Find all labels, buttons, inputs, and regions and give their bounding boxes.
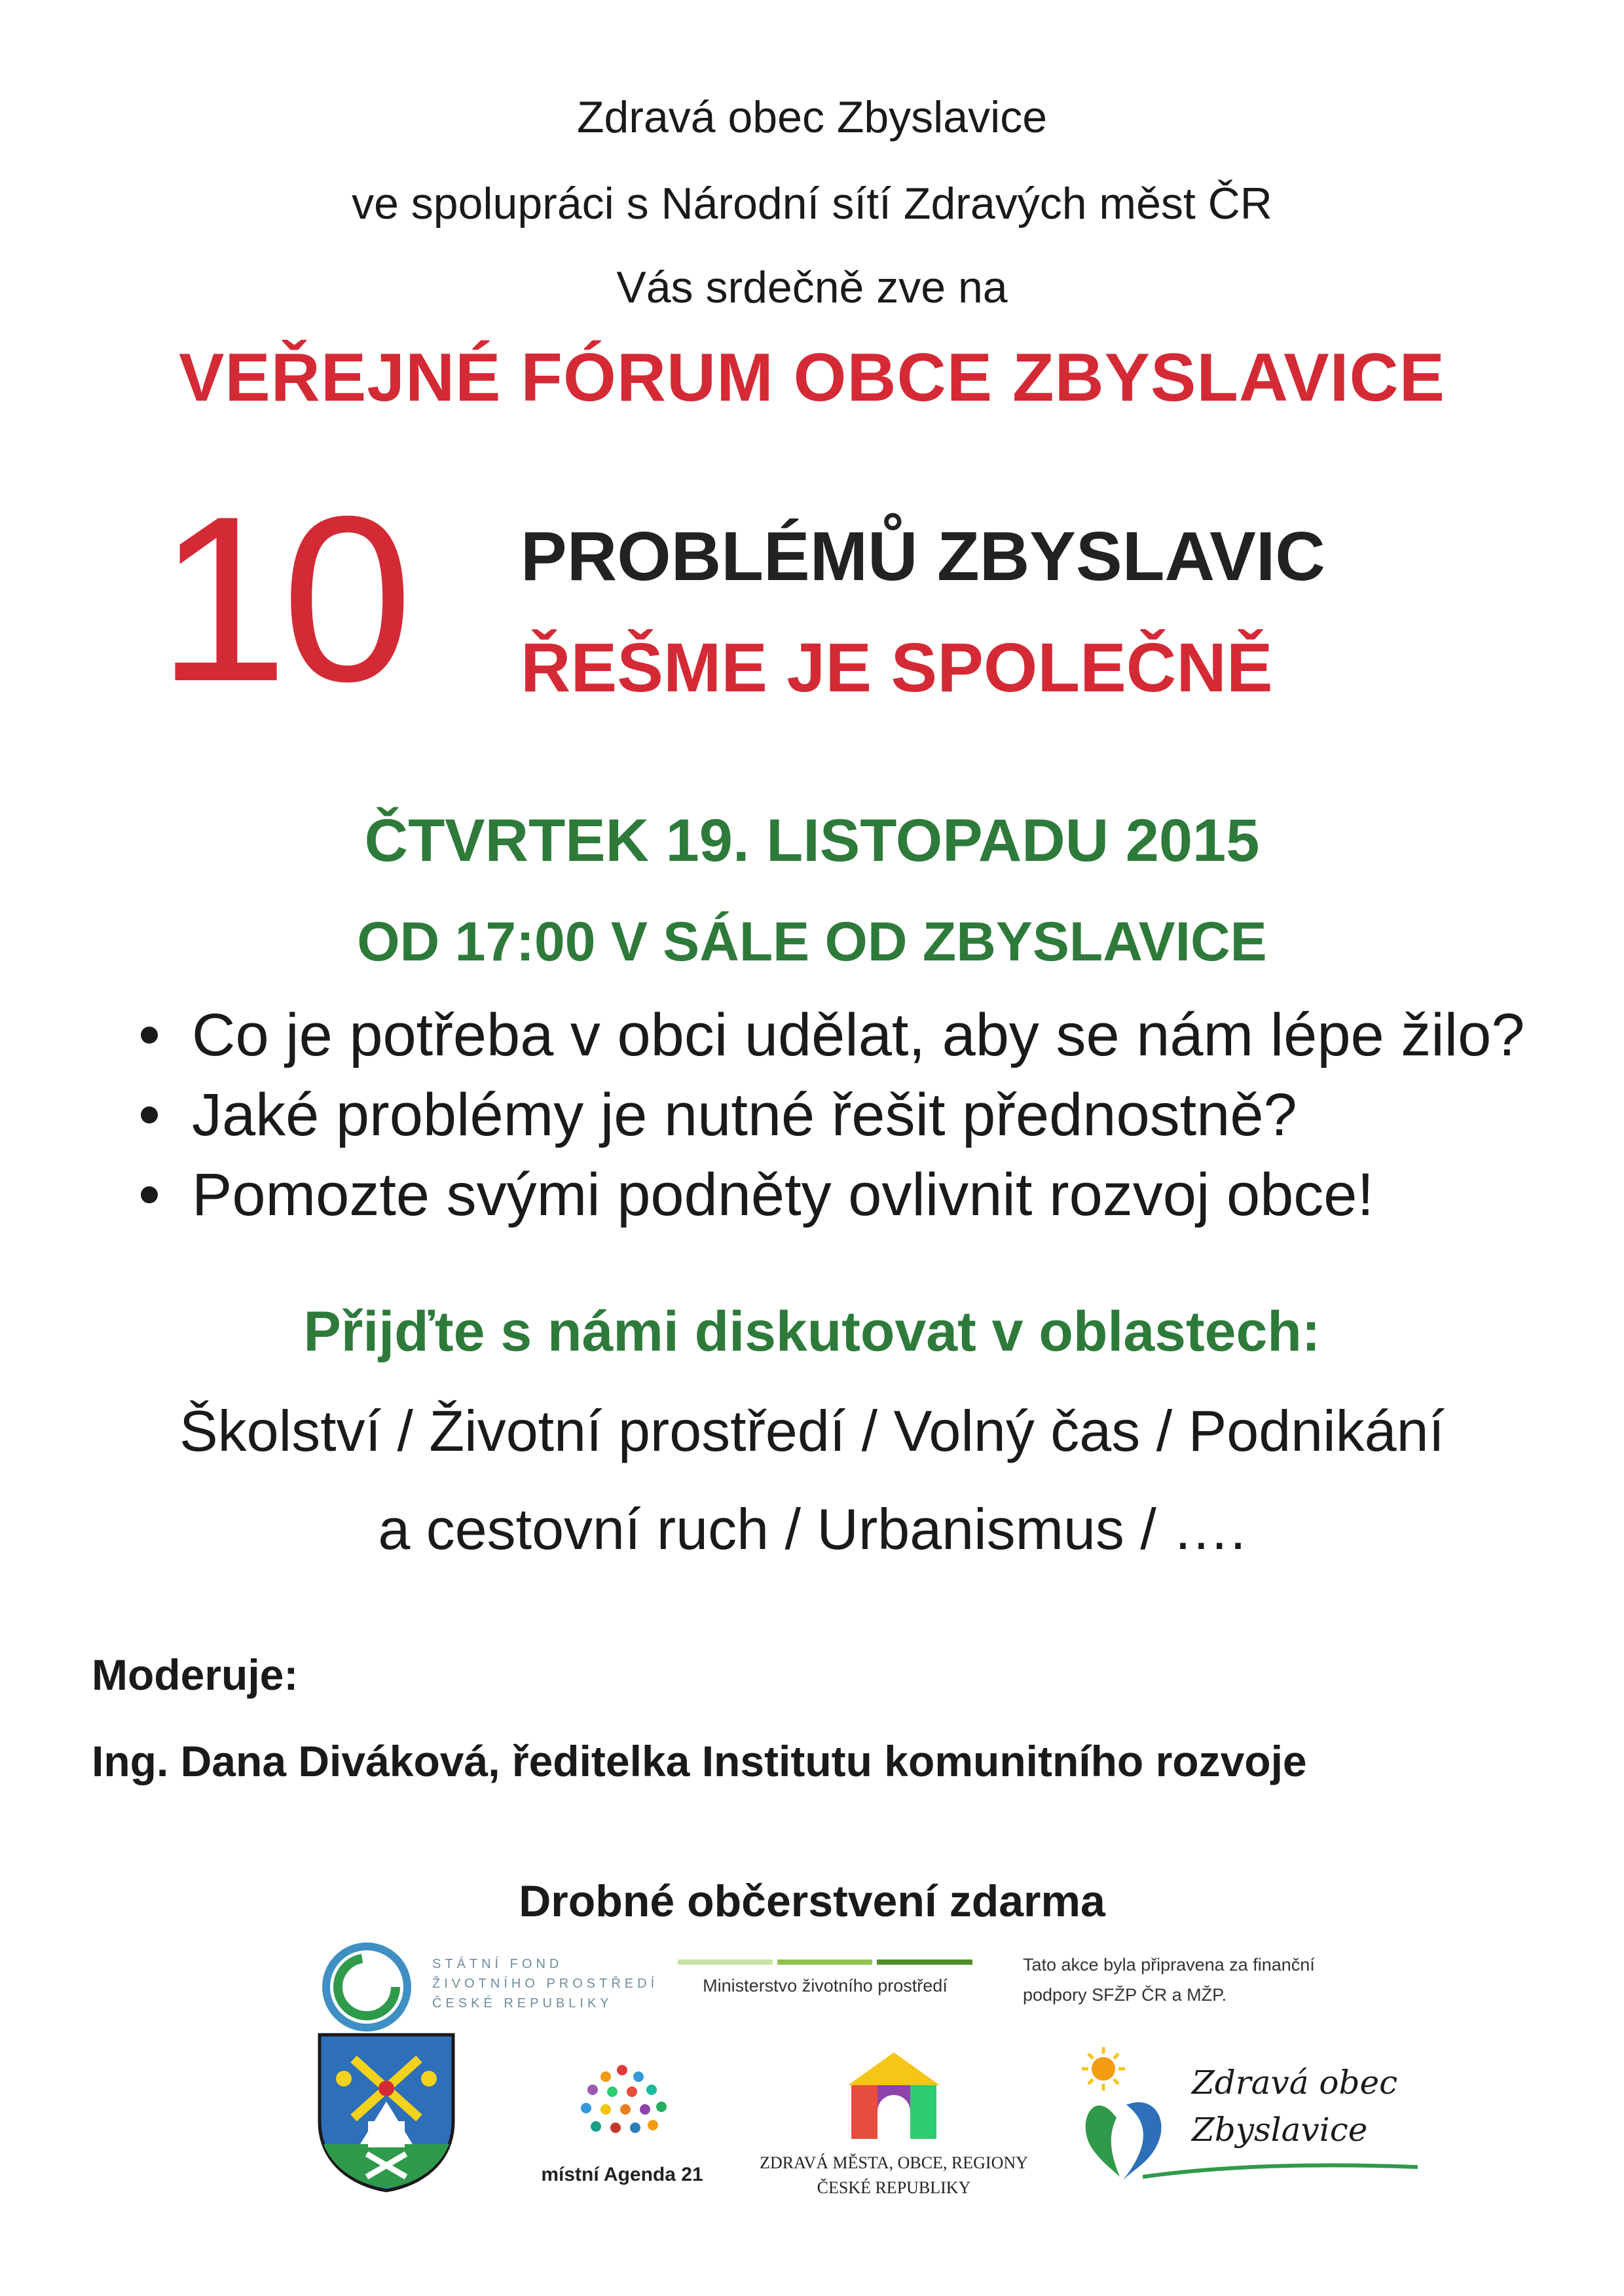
areas-line-1: Školství / Životní prostředí / Volný čas / Podnikání <box>179 1398 1445 1463</box>
areas-line-2: a cestovní ruch / Urbanismus / …. <box>378 1497 1246 1561</box>
funding-line-2: podpory SFŽP ČR a MŽP. <box>1023 1985 1227 2005</box>
big-number: 10 <box>157 467 407 731</box>
bullet-icon <box>141 1027 158 1044</box>
agenda21-logo-icon <box>573 2062 671 2147</box>
moderator-label: Moderuje: <box>92 1650 299 1699</box>
nszm-line-1: ZDRAVÁ MĚSTA, OBCE, REGIONY <box>760 2153 1028 2172</box>
zdrava-obec-line-2: Zbyslavice <box>1192 2111 1368 2149</box>
header-line-1: Zdravá obec Zbyslavice <box>576 92 1048 142</box>
moderator-name: Ing. Dana Diváková, ředitelka Institutu komunitního rozvoje <box>92 1737 1307 1785</box>
list-item <box>141 1075 1524 1155</box>
sfzp-line-2: ŽIVOTNÍHO PROSTŘEDÍ <box>432 1977 659 1991</box>
header-line-2: ve spolupráci s Národní sítí Zdravých měst ČR <box>352 179 1272 228</box>
header-line-3: Vás srdečně zve na <box>616 263 1008 312</box>
funding-note <box>1023 1950 1315 2010</box>
bullet-icon <box>141 1106 158 1123</box>
event-date: ČTVRTEK 19. LISTOPADU 2015 <box>364 807 1260 874</box>
mzp-logo-text: Ministerstvo životního prostředí <box>703 1976 948 1995</box>
event-title: VEŘEJNÉ FÓRUM OBCE ZBYSLAVICE <box>179 340 1445 416</box>
subtitle-problems: PROBLÉMŮ ZBYSLAVIC <box>521 518 1325 595</box>
subtitle-solve-together: ŘEŠME JE SPOLEČNĚ <box>521 629 1273 706</box>
sfzp-logo-text <box>432 1954 658 2013</box>
mzp-logo-bars <box>678 1958 972 1964</box>
question-text: Pomozte svými podněty ovlivnit rozvoj obce! <box>192 1161 1375 1228</box>
coat-of-arms-icon <box>314 2030 458 2193</box>
sfzp-line-3: ČESKÉ REPUBLIKY <box>432 1996 613 2011</box>
zdrava-obec-line-1: Zdravá obec <box>1192 2064 1398 2102</box>
list-item <box>141 1155 1524 1235</box>
nszm-logo-icon <box>845 2049 943 2141</box>
funding-line-1: Tato akce byla připravena za finanční <box>1023 1955 1315 1975</box>
question-text: Jaké problémy je nutné řešit přednostně? <box>192 1082 1297 1148</box>
sfzp-line-1: STÁTNÍ FOND <box>432 1957 563 1971</box>
list-item <box>141 995 1524 1075</box>
event-time-place: OD 17:00 V SÁLE OD ZBYSLAVICE <box>357 911 1267 972</box>
bullet-icon <box>141 1186 158 1203</box>
nszm-line-2: ČESKÉ REPUBLIKY <box>817 2178 971 2197</box>
discuss-heading: Přijďte s námi diskutovat v oblastech: <box>303 1300 1321 1363</box>
question-list <box>141 995 1524 1235</box>
zdrava-obec-swoosh <box>1143 2160 1418 2180</box>
nszm-logo-text <box>760 2151 1028 2200</box>
agenda21-logo-text: místní Agenda 21 <box>541 2164 703 2185</box>
refreshments-note: Drobné občerstvení zdarma <box>519 1876 1105 1926</box>
sfzp-logo-icon <box>321 1941 413 2033</box>
zdrava-obec-logo-text <box>1192 2059 1397 2153</box>
question-text: Co je potřeba v obci udělat, aby se nám lépe žilo? <box>192 1002 1525 1068</box>
